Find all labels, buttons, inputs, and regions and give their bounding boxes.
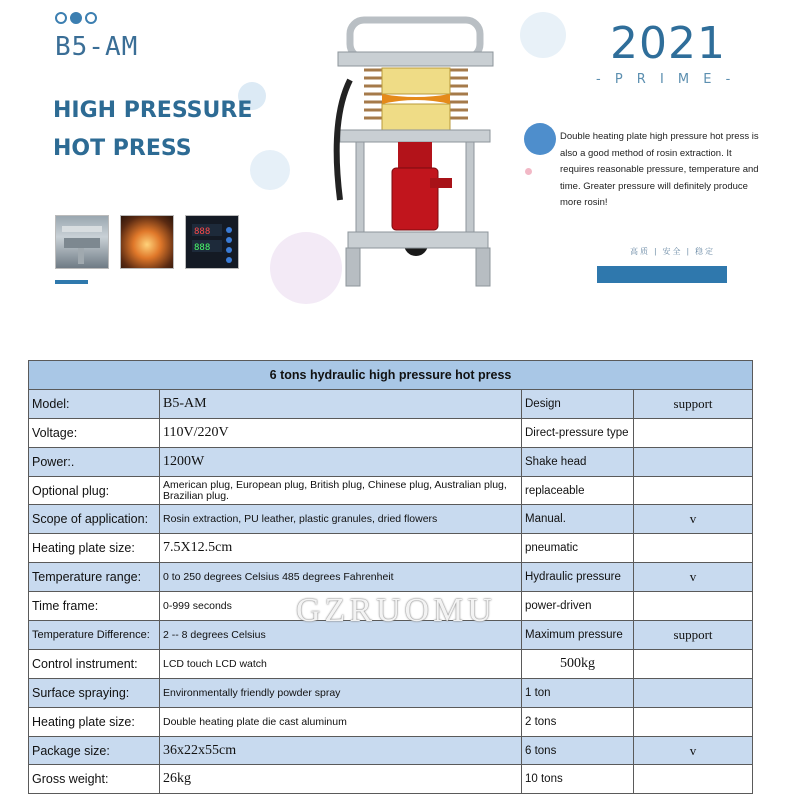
design-option: power-driven (522, 592, 634, 621)
thumbnail-sparks (120, 215, 174, 269)
row-value: Environmentally friendly powder spray (160, 678, 522, 707)
row-label: Power:. (29, 447, 160, 476)
row-label: Gross weight: (29, 765, 160, 794)
spec-table (28, 360, 753, 794)
watermark: GZRUOMU (296, 592, 496, 629)
design-option: Maximum pressure (522, 621, 634, 650)
design-support (634, 534, 753, 563)
row-value: American plug, European plug, British plug, Chinese plug, Australian plug, Brazilian plug. (160, 476, 522, 505)
row-label: Heating plate size: (29, 707, 160, 736)
table-row (29, 765, 753, 794)
design-option: Shake head (522, 447, 634, 476)
design-option: 2 tons (522, 707, 634, 736)
design-support: v (634, 736, 753, 765)
row-value: 7.5X12.5cm (160, 534, 522, 563)
carousel-dots (55, 12, 97, 24)
model-title: B5-AM (55, 32, 139, 62)
decor-circle (250, 150, 290, 190)
design-option: 1 ton (522, 678, 634, 707)
row-label: Scope of application: (29, 505, 160, 534)
row-label: Time frame: (29, 592, 160, 621)
year-heading: 2021 (610, 18, 726, 69)
row-value: 0 to 250 degrees Celsius 485 degrees Fahrenheit (160, 563, 522, 592)
design-option: replaceable (522, 476, 634, 505)
hot-press-image (320, 0, 510, 290)
row-value: 26kg (160, 765, 522, 794)
design-support: v (634, 563, 753, 592)
row-label: Voltage: (29, 418, 160, 447)
design-support (634, 476, 753, 505)
design-support: v (634, 505, 753, 534)
svg-text:888: 888 (194, 227, 211, 237)
product-description: Double heating plate high pressure hot press is also a good method of rosin extraction. It requires reasonable pressure, temperature and time. Greater pressure will definitely produce more rosin! (560, 131, 759, 208)
row-label: Optional plug: (29, 476, 160, 505)
thumbnail-lcd-controller (185, 215, 239, 269)
design-support (634, 447, 753, 476)
prime-subtitle: - P R I M E - (596, 72, 736, 87)
design-support (634, 418, 753, 447)
row-label: Model: (29, 389, 160, 418)
product-banner (0, 0, 800, 350)
row-label: Control instrument: (29, 649, 160, 678)
headline-line2: HOT PRESS (53, 136, 192, 161)
design-support: support (634, 621, 753, 650)
table-row (29, 534, 753, 563)
row-value: 0-999 seconds (160, 592, 522, 621)
design-support (634, 649, 753, 678)
design-option: Design (522, 389, 634, 418)
table-row (29, 707, 753, 736)
row-value: B5-AM (160, 389, 522, 418)
design-option: Hydraulic pressure (522, 563, 634, 592)
table-row (29, 418, 753, 447)
design-option: Direct-pressure type (522, 418, 634, 447)
dot-icon (55, 12, 67, 24)
table-row (29, 389, 753, 418)
row-value: 1200W (160, 447, 522, 476)
table-row (29, 505, 753, 534)
design-support (634, 707, 753, 736)
decor-circle (525, 168, 532, 175)
table-row (29, 649, 753, 678)
thumbnail-press-detail (55, 215, 109, 269)
design-option: pneumatic (522, 534, 634, 563)
design-support: support (634, 389, 753, 418)
design-support (634, 592, 753, 621)
row-value: 2 -- 8 degrees Celsius (160, 621, 522, 650)
table-title: 6 tons hydraulic high pressure hot press (29, 361, 753, 390)
svg-text:888: 888 (194, 243, 211, 253)
design-support (634, 765, 753, 794)
table-row (29, 476, 753, 505)
table-row (29, 447, 753, 476)
design-option: Manual. (522, 505, 634, 534)
row-label: Temperature range: (29, 563, 160, 592)
row-value: 36x22x55cm (160, 736, 522, 765)
headline-line1: HIGH PRESSURE (53, 98, 253, 123)
dot-icon (70, 12, 82, 24)
tagline: 高质 | 安全 | 稳定 (630, 247, 716, 256)
table-row (29, 592, 753, 621)
row-label: Package size: (29, 736, 160, 765)
design-option: 10 tons (522, 765, 634, 794)
row-value: 110V/220V (160, 418, 522, 447)
table-title-row (29, 361, 753, 390)
design-support (634, 678, 753, 707)
table-row (29, 678, 753, 707)
design-option: 6 tons (522, 736, 634, 765)
table-row (29, 563, 753, 592)
accent-bar (597, 266, 727, 283)
table-row (29, 621, 753, 650)
decor-circle (520, 12, 566, 58)
table-row (29, 736, 753, 765)
decor-circle (524, 123, 556, 155)
row-label: Surface spraying: (29, 678, 160, 707)
row-label: Heating plate size: (29, 534, 160, 563)
dot-icon (85, 12, 97, 24)
row-label: Temperature Difference: (29, 621, 160, 650)
design-option: 500kg (522, 649, 634, 678)
row-value: Rosin extraction, PU leather, plastic granules, dried flowers (160, 505, 522, 534)
row-value: Double heating plate die cast aluminum (160, 707, 522, 736)
accent-underline (55, 280, 88, 284)
row-value: LCD touch LCD watch (160, 649, 522, 678)
